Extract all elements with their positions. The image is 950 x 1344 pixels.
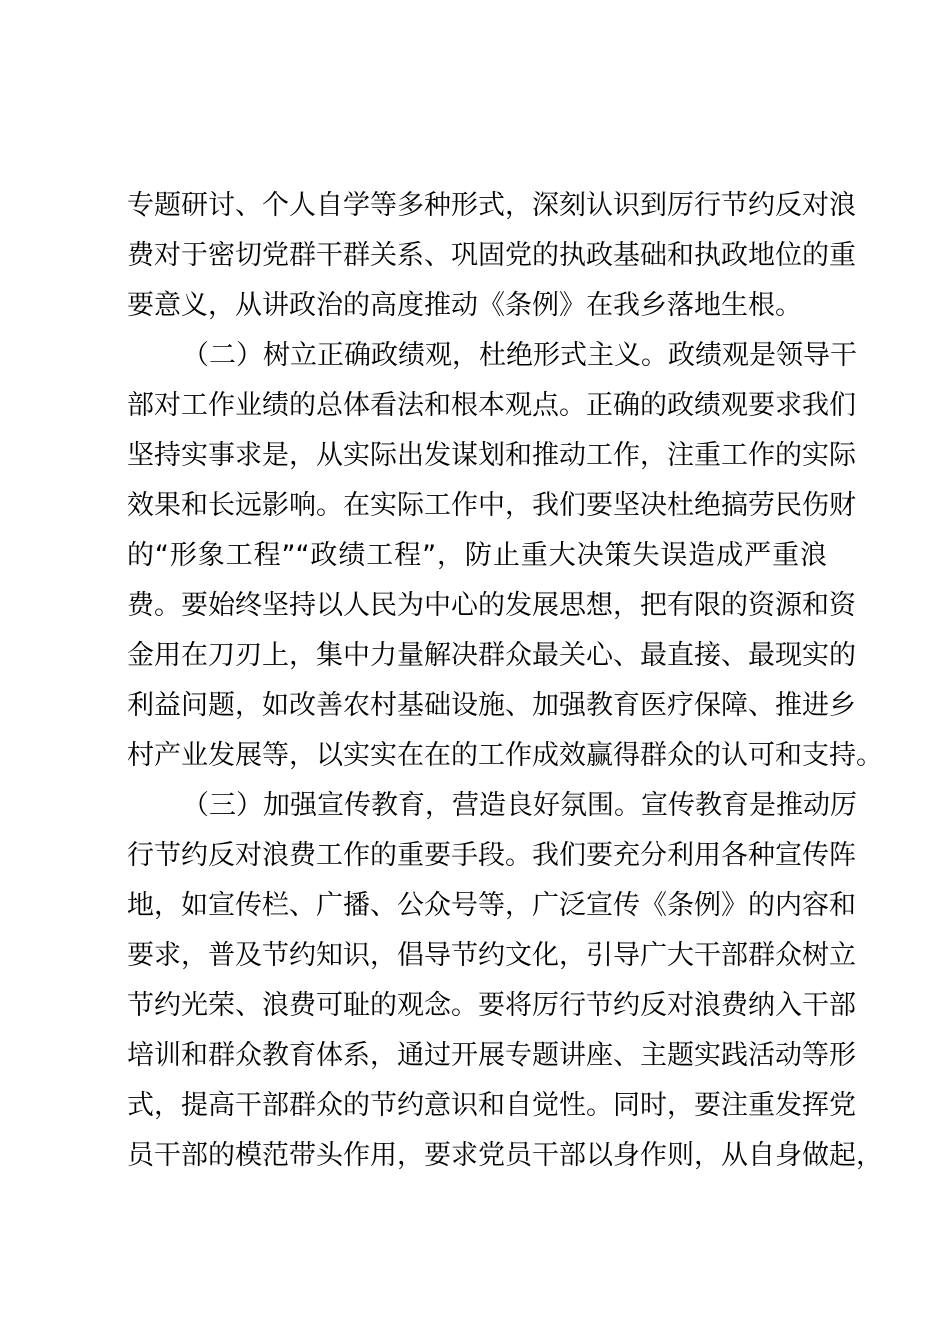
- body-text-line: 节约光荣、浪费可耻的观念。要将厉行节约反对浪费纳入干部: [127, 990, 856, 1021]
- body-text-line: 地，如宣传栏、广播、公众号等，广泛宣传《条例》的内容和: [127, 890, 856, 921]
- body-text-line: 行节约反对浪费工作的重要手段。我们要充分利用各种宣传阵: [127, 840, 856, 871]
- body-text-line: 的“形象工程”“政绩工程”，防止重大决策失误造成严重浪: [127, 540, 827, 571]
- body-text-line: 费。要始终坚持以人民为中心的发展思想，把有限的资源和资: [127, 590, 856, 621]
- body-text-line: 效果和长远影响。在实际工作中，我们要坚决杜绝搞劳民伤财: [127, 490, 856, 521]
- body-text-line: 专题研讨、个人自学等多种形式，深刻认识到厉行节约反对浪: [127, 190, 856, 221]
- body-text-line: 费对于密切党群干群关系、巩固党的执政基础和执政地位的重: [127, 240, 856, 271]
- body-text-line: 金用在刀刃上，集中力量解决群众最关心、最直接、最现实的: [127, 640, 856, 671]
- body-text-line: 要求，普及节约知识，倡导节约文化，引导广大干部群众树立: [127, 940, 856, 971]
- body-text-line: 村产业发展等，以实实在在的工作成效赢得群众的认可和支持。: [127, 740, 883, 771]
- body-text-line: 员干部的模范带头作用，要求党员干部以身作则，从自身做起，: [127, 1140, 883, 1171]
- section-heading-3: （三）加强宣传教育，营造良好氛围。宣传教育是推动厉: [182, 790, 857, 821]
- body-text-line: 利益问题，如改善农村基础设施、加强教育医疗保障、推进乡: [127, 690, 856, 721]
- body-text-line: 坚持实事求是，从实际出发谋划和推动工作，注重工作的实际: [127, 440, 856, 471]
- body-text-line: 式，提高干部群众的节约意识和自觉性。同时，要注重发挥党: [127, 1090, 856, 1121]
- body-text-line: 培训和群众教育体系，通过开展专题讲座、主题实践活动等形: [127, 1040, 856, 1071]
- body-text-line: 部对工作业绩的总体看法和根本观点。正确的政绩观要求我们: [127, 390, 856, 421]
- section-heading-2: （二）树立正确政绩观，杜绝形式主义。政绩观是领导干: [182, 340, 857, 371]
- body-text-line: 要意义，从讲政治的高度推动《条例》在我乡落地生根。: [127, 290, 802, 321]
